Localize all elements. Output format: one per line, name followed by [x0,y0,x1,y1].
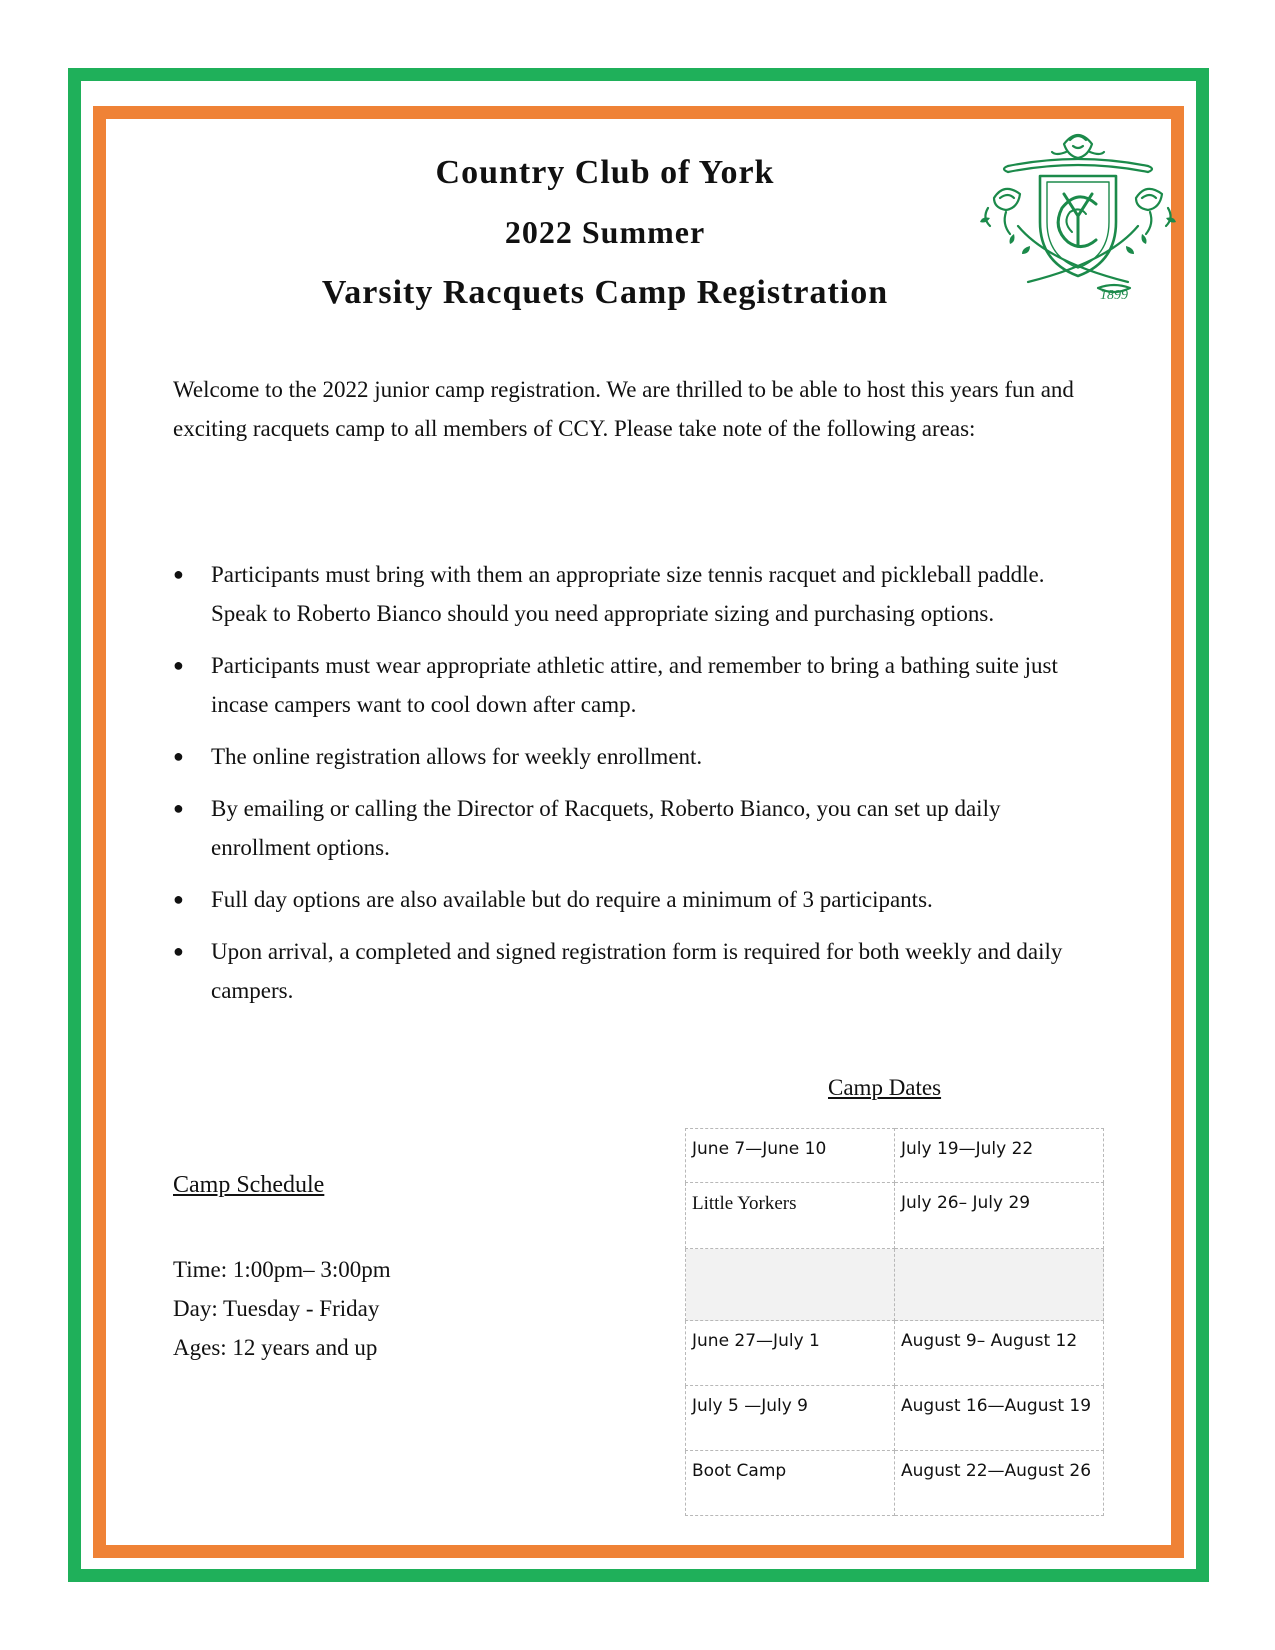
list-item: ● By emailing or calling the Director of Racquets, Roberto Bianco, you can set up daily enrollment options. [173,789,1103,867]
table-cell [686,1249,895,1321]
camp-schedule-details [173,1250,391,1367]
table-cell: July 26– July 29 [895,1183,1104,1249]
club-name-heading: Country Club of York [435,154,775,191]
table-cell: July 5 —July 9 [686,1386,895,1451]
table-cell: Boot Camp [686,1451,895,1516]
list-item: ● Upon arrival, a completed and signed registration form is required for both weekly and daily campers. [173,932,1103,1010]
table-row [686,1451,1104,1516]
list-item: ● The online registration allows for weekly enrollment. [173,737,1103,776]
table-cell: July 19—July 22 [895,1129,1104,1183]
list-item: ● Full day options are also available but do require a minimum of 3 participants. [173,880,1103,919]
camp-dates-heading: Camp Dates [828,1075,942,1100]
intro-paragraph: Welcome to the 2022 junior camp registration. We are thrilled to be able to host this years fun and exciting racquets camp to all members of CCY. Please take note of the following areas: [173,377,1074,441]
bullet-icon: ● [173,798,184,818]
table-row [686,1321,1104,1386]
schedule-time: Time: 1:00pm– 3:00pm [173,1257,391,1282]
table-cell: June 27—July 1 [686,1321,895,1386]
camp-schedule-heading: Camp Schedule [173,1172,325,1198]
table-cell: August 22—August 26 [895,1451,1104,1516]
bullet-icon: ● [173,655,184,675]
table-cell [895,1249,1104,1321]
table-cell: August 16—August 19 [895,1386,1104,1451]
schedule-day: Day: Tuesday - Friday [173,1296,380,1321]
table-row [686,1249,1104,1321]
bullet-icon: ● [173,941,184,961]
ccy-crest-icon [978,122,1178,302]
bullet-icon: ● [173,564,184,584]
crest-year: 1899 [1100,288,1128,302]
table-row [686,1129,1104,1183]
table-cell: June 7—June 10 [686,1129,895,1183]
table-row [686,1183,1104,1249]
bullet-icon: ● [173,746,184,766]
schedule-ages: Ages: 12 years and up [173,1335,378,1360]
table-cell: August 9– August 12 [895,1321,1104,1386]
notes-list [173,555,1103,1023]
list-item: ● Participants must bring with them an appropriate size tennis racquet and pickleball paddle. Speak to Roberto Bianco should you need appropriate sizing and purchasing options. [173,555,1103,633]
season-heading: 2022 Summer [504,214,706,250]
list-item: ● Participants must wear appropriate athletic attire, and remember to bring a bathing suite just incase campers want to cool down after camp. [173,646,1103,724]
camp-dates-table [685,1128,1104,1516]
bullet-icon: ● [173,889,184,909]
table-row [686,1386,1104,1451]
camp-title-heading: Varsity Racquets Camp Registration [321,274,889,311]
table-cell: Little Yorkers [686,1183,895,1249]
